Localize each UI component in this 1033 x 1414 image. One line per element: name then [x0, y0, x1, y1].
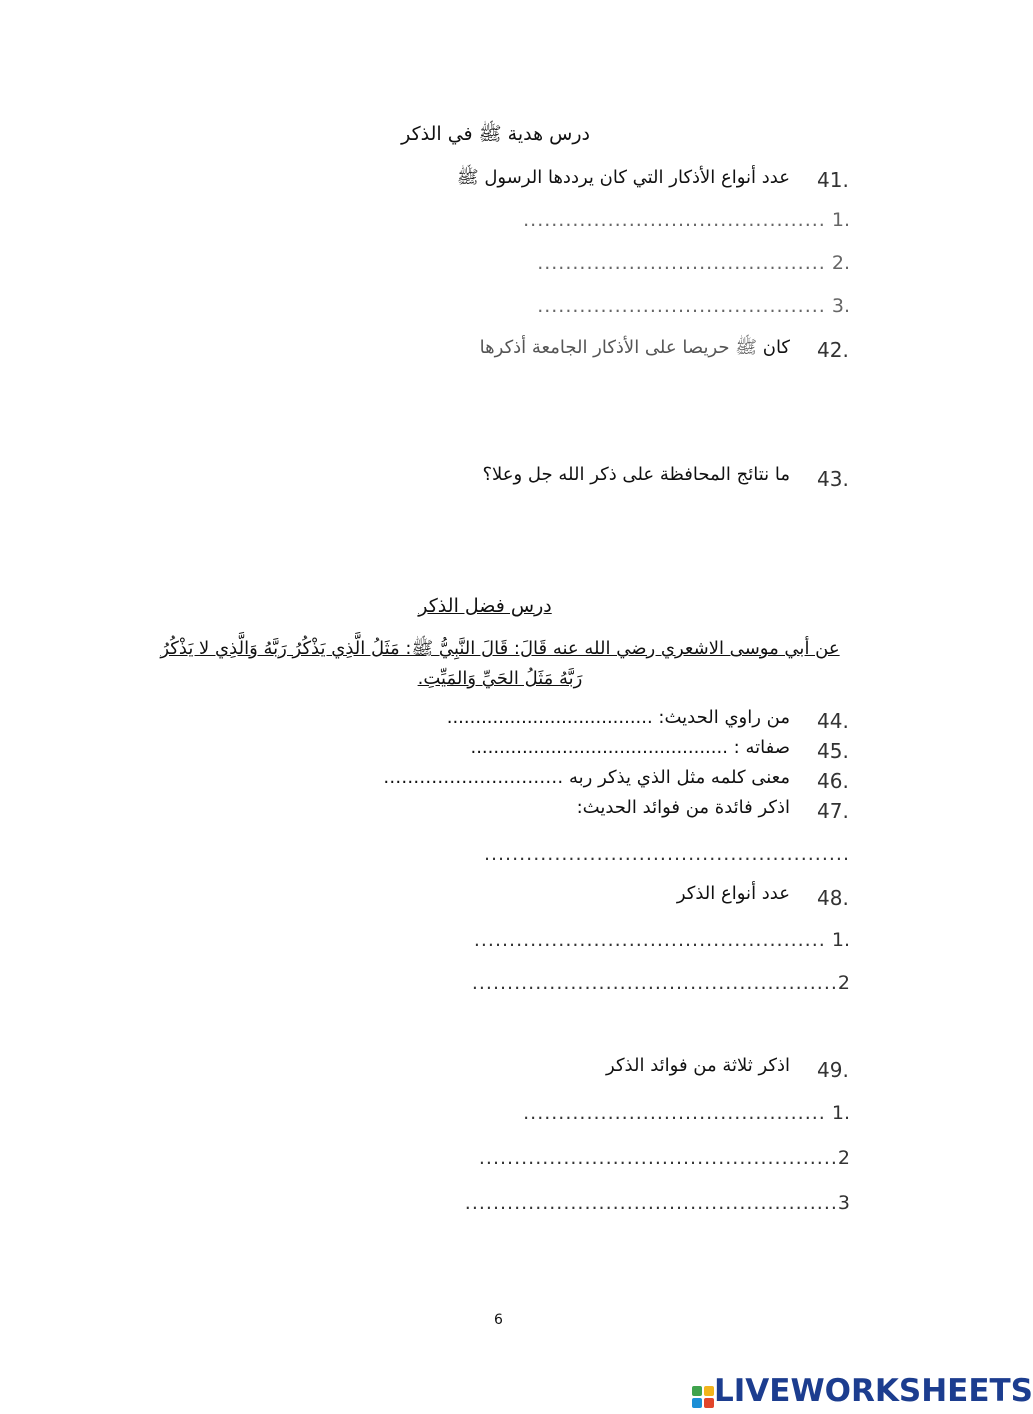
liveworksheets-logo-text: LIVEWORKSHEETS — [714, 1373, 1033, 1409]
q41-number: 41. — [817, 168, 849, 192]
q49-answer-3[interactable] — [465, 1192, 850, 1214]
q44-number: 44. — [817, 709, 849, 733]
hadith-line-1: عن أبي موسى الاشعري رضي الله عنه قَالَ: قَالَ النَّبِيُّ ﷺ: مَثَلُ الَّذِي يَذْكُرُ رَبَّهُ وَالَّذِي لا يَذْكُرُ — [160, 638, 840, 659]
answer-dots: .................................................... — [471, 972, 838, 994]
answer-number: 1. — [831, 1102, 850, 1124]
q46-text[interactable]: معنى كلمه مثل الذي يذكر ربه ………………………… — [383, 767, 790, 788]
q47-answer[interactable]: .................................................... — [483, 843, 850, 865]
q46-number: 46. — [817, 769, 849, 793]
q42-number: 42. — [817, 338, 849, 362]
q42-text — [480, 336, 790, 362]
page-number: 6 — [494, 1312, 503, 1328]
q42-text-lead: كان — [762, 337, 790, 358]
answer-dots: ........................................... — [523, 209, 826, 231]
q41-answer-1[interactable] — [523, 209, 850, 231]
liveworksheets-logo-icon — [692, 1386, 714, 1408]
q41-answer-2[interactable] — [537, 252, 850, 274]
q49-answer-2[interactable] — [479, 1147, 850, 1169]
hadith-line-2: رَبَّهُ مَثَلُ الحَيِّ وَالمَيِّتِ. — [417, 668, 583, 689]
answer-number: 1. — [831, 929, 850, 951]
answer-number: 3. — [831, 295, 850, 317]
q42-text-rest: ﷺ حريصا على الأذكار الجامعة أذكرها — [479, 337, 757, 358]
hadith-text — [150, 634, 850, 694]
answer-dots: ......................................... — [537, 295, 826, 317]
answer-number: 2 — [837, 972, 850, 994]
answer-dots: .................................................. — [473, 929, 826, 951]
liveworksheets-logo[interactable] — [692, 1373, 1033, 1409]
q48-text: عدد أنواع الذكر — [676, 883, 790, 904]
q44-text[interactable]: من راوي الحديث: .................................... — [446, 707, 790, 728]
q48-number: 48. — [817, 886, 849, 910]
answer-number: 2 — [837, 1147, 850, 1169]
answer-number: 3 — [837, 1192, 850, 1214]
answer-dots: ........................................... — [523, 1102, 826, 1124]
q45-number: 45. — [817, 739, 849, 763]
answer-dots: ................................................... — [478, 1147, 838, 1169]
q49-text: اذكر ثلاثة من فوائد الذكر — [606, 1055, 790, 1076]
answer-dots: ..................................................... — [464, 1192, 838, 1214]
q43-text: ما نتائج المحافظة على ذكر الله جل وعلا؟ — [482, 464, 790, 485]
lesson1-title: درس هدية ﷺ في الذكر — [401, 123, 590, 145]
lesson2-title: درس فضل الذكر — [418, 595, 552, 617]
q45-text[interactable]: صفاته : ............................................. — [470, 737, 790, 758]
q41-answer-3[interactable] — [537, 295, 850, 317]
q43-number: 43. — [817, 467, 849, 491]
q47-number: 47. — [817, 799, 849, 823]
q47-text: اذكر فائدة من فوائد الحديث: — [576, 797, 790, 818]
answer-number: 2. — [831, 252, 850, 274]
q49-answer-1[interactable] — [523, 1102, 850, 1124]
answer-number: 1. — [831, 209, 850, 231]
q48-answer-1[interactable] — [474, 929, 850, 951]
q48-answer-2[interactable] — [472, 972, 850, 994]
answer-dots: ......................................... — [537, 252, 826, 274]
q49-number: 49. — [817, 1058, 849, 1082]
q41-text: عدد أنواع الأذكار التي كان يرددها الرسول ﷺ — [456, 167, 790, 188]
